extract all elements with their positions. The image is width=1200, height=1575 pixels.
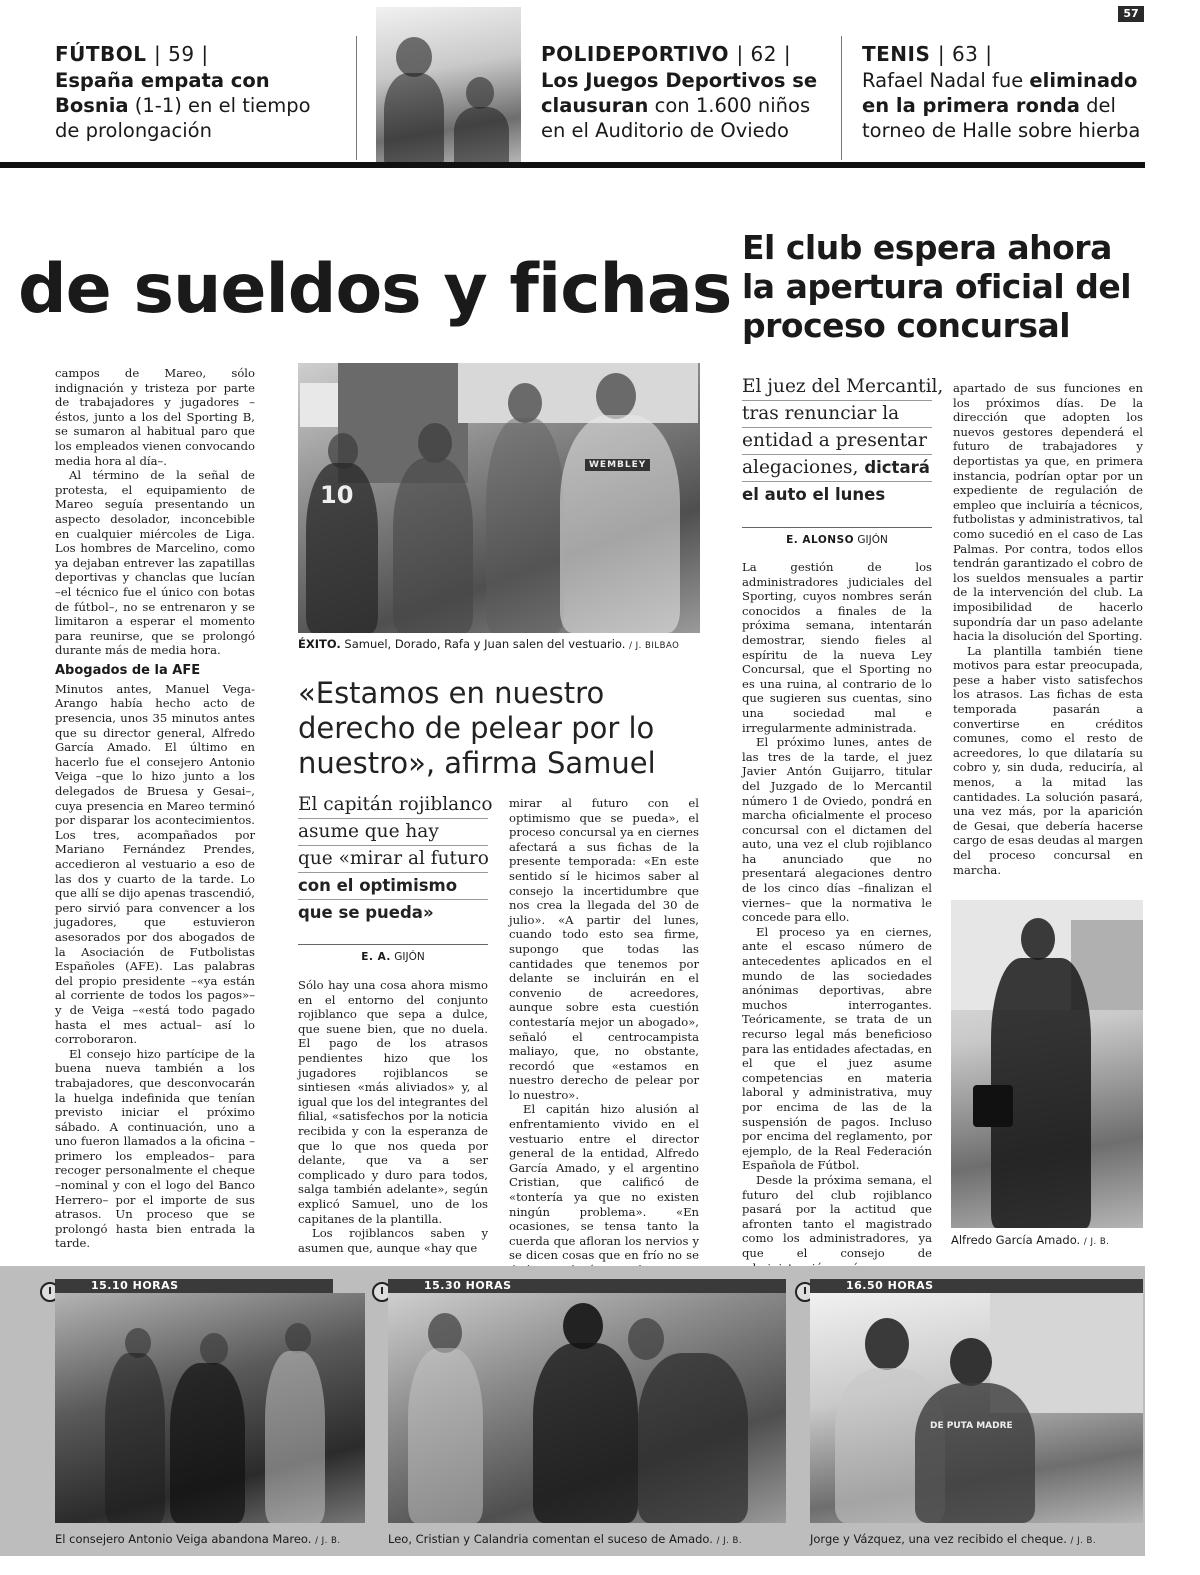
subhead: Abogados de la AFE	[55, 662, 201, 678]
paragraph: Al término de la señal de protesta, el equipamiento de Mareo seguía presentando un aspecto desolador, inconcebible en cualquier miércoles de Liga. Los hombres de Marcelino, como ya dejaban entrever las zapatillas deportivas y chanclas que lucían –el técnico fue el único con botas de fútbol–, no se entrenaron y se limitaron a esperar el momento para reunirse, que se prolongó durante más de media hora.	[55, 468, 255, 658]
shirt-sponsor: WEMBLEY	[585, 459, 650, 471]
photo-caption: ÉXITO. Samuel, Dorado, Rafa y Juan salen del vestuario. / J. BILBAO	[298, 637, 680, 651]
left-column	[55, 366, 255, 1251]
shirt-text: DE PUTA MADRE	[930, 1421, 1013, 1431]
teaser-page: | 62 |	[736, 42, 792, 66]
paragraph: La plantilla también tiene motivos para estar preocupada, pese a haber visto satisfechos los atrasos. Las fichas de esta temporada pasarán a convertirse en créditos comunes, como el resto de acreedores, lo que dilataría su cobro y, sin duda, reduciría, al menos, a la mitad las cantidades. La solución pasará, una vez más, por la aparición de Gesai, que debería hacerse cargo de esas deudas al margen del proceso concursal en marcha.	[953, 643, 1143, 877]
paragraph: apartado de sus funciones en los próximos días. De la dirección que adopten los nuevos gestores dependerá el futuro de trabajadores y deportistas ya que, en primera instancia, podrían optar por un expediente de regulación de empleo que incluiría a técnicos, futbolistas y administrativos, tal como sucedió en el caso de Las Palmas. Por contra, todos ellos tendrán garantizado el cobro de los sueldos mensuales a partir de la intervención del club. La imposibilidad de hacerlo supondría dar un paso adelante hacia la disolución del Sporting.	[953, 381, 1143, 644]
teaser-photo-children	[376, 7, 521, 162]
timeline-caption: Leo, Cristian y Calandria comentan el suceso de Amado. / J. B.	[388, 1532, 743, 1546]
teaser-section: FÚTBOL	[55, 42, 147, 66]
paragraph: Sólo hay una cosa ahora mismo en el entorno del conjunto rojiblanco que sepa a dulce, que suene bien, que no duela. El pago de los atrasos pendientes hizo que los jugadores rojiblancos se sintiesen «más aliviados» y, al igual que los del integrantes del filial, «satisfechos por la noticia recibida y con la esperanza de que lo que nos queda por delante, que va a ser complicado y duro para todos, salga también adelante», según explicó Samuel, uno de los capitanes de la plantilla.	[298, 978, 488, 1226]
timeline-time: 15.10 HORAS	[55, 1279, 333, 1293]
teaser-futbol[interactable]	[55, 42, 345, 143]
center-column-1	[298, 978, 488, 1255]
paragraph: Desde la próxima semana, el futuro del club rojiblanco pasará por la actitud que afronten tanto el magistrado como los administradores, ya que el consejo de	[742, 1172, 932, 1260]
shirt-number: 10	[320, 481, 354, 509]
top-rule	[0, 162, 1145, 168]
side-deck: El juez del Mercantil, tras renunciar la entidad a presentar alegaciones, dictará el auto el lunes	[742, 376, 944, 504]
paragraph: campos de Mareo, sólo indignación y tristeza por parte de trabajadores y jugadores –éstos, junto a los del Sporting B, se sumaron al habitual paro que los empleados vienen convocando media hora al día–.	[55, 366, 255, 468]
paragraph: El próximo lunes, antes de las tres de la tarde, el juez Javier Antón Guijarro, titular del Juzgado de lo Mercantil número 1 de Oviedo, pondrá en marcha oficialmente el proceso concursal con el dictamen del auto, una vez el club rojiblanco ha anunciado que no presentará alegaciones dentro de los cinco días –finalizan el viernes– que la normativa le concede para ello.	[742, 735, 932, 925]
teaser-tenis[interactable]	[862, 42, 1152, 143]
side-headline: El club espera ahora la apertura oficial del proceso concursal	[742, 228, 1132, 345]
paragraph: El proceso ya en ciernes, ante el escaso número de antecedentes aplicados en el mundo de las sociedades anónimas deportivas, abre muchos interrogantes. Teóricamente, se trata de un recurso legal más beneficioso para las entidades afectadas, en el que el juez asume competencias en materia laboral y administrativa, muy por encima de las de la suspensión de pagos. Incluso por encima del reglamento, por ejemplo, de la Real Federación Española de Fútbol.	[742, 924, 932, 1173]
teaser-text: Rafael Nadal fue eliminado en la primera ronda del torneo de Halle sobre hierba	[862, 69, 1141, 142]
photo-players-cheque	[810, 1293, 1143, 1523]
page-number: 57	[1118, 6, 1144, 22]
paragraph: Minutos antes, Manuel Vega-Arango había hecho acto de presencia, unos 35 minutos antes que su director general, Alfredo García Amado. El último en hacerlo fue el consejero Antonio Veiga –que lo hizo junto a los delegados de Bruesa y Gesai–, cuya presencia en Mareo terminó por disparar los acontecimientos. Los tres, acompañados por Mariano Fernández Prendes, accedieron al vestuario a eso de las dos y cuarto de la tarde. Lo que allí se dijo apenas trascendió, pero sirvió para convencer a los jugadores, que estuvieron asesorados por dos abogados de la Asociación de Futbolistas Españoles (AFE). Las palabras del propio presidente –«ya están al corriente de todos los pagos»– y de Veiga –«está todo pagado hasta el mes actual– así lo corroboraron.	[55, 681, 255, 1047]
paragraph: El capitán hizo alusión al enfrentamiento vivido en el vestuario entre el director general de la entidad, Alfredo García Amado, y el argentino Cristian, que calificó de «tontería ya que no existen ningún problema». «En ocasiones, se tensa tanto la cuerda que afloran los nervios y se dicen cosas que en frío no se	[509, 1102, 699, 1263]
timeline-caption: El consejero Antonio Veiga abandona Mareo. / J. B.	[55, 1532, 341, 1546]
side-column-1	[742, 560, 932, 1275]
paragraph: La gestión de los administradores judiciales del Sporting, cuyos nombres serán conocidos a finales de la próxima semana, intentarán demostrar, siendo fieles al espíritu de la nueva Ley Concursal, que el Sporting no es una ruina, al contrario de lo que sugieren sus cuentas, sino una sociedad mal e irregularmente administrada.	[742, 560, 932, 735]
side-photo-caption: Alfredo García Amado. / J. B.	[951, 1233, 1110, 1247]
teaser-polideportivo[interactable]	[541, 42, 831, 143]
divider	[356, 36, 357, 160]
center-column-2	[509, 796, 699, 1278]
teaser-page: | 59 |	[154, 42, 209, 66]
teaser-page: | 63 |	[937, 42, 993, 66]
photo-players-talking	[388, 1293, 786, 1523]
timeline-time: 15.30 HORAS	[388, 1279, 786, 1293]
teaser-text: España empata con Bosnia (1-1) en el tiempo de prolongación	[55, 69, 311, 142]
teaser-text: Los Juegos Deportivos se clausuran con 1.600 niños en el Auditorio de Oviedo	[541, 69, 818, 142]
timeline-caption: Jorge y Vázquez, una vez recibido el cheque. / J. B.	[810, 1532, 1097, 1546]
photo-veiga-leaves	[55, 1293, 365, 1523]
paragraph: Los rojiblancos saben y asumen que, aunque «hay que	[298, 1226, 488, 1255]
center-deck: El capitán rojiblanco asume que hay que «mirar al futuro con el optimismo que se pueda»	[298, 794, 493, 922]
timeline-time: 16.50 HORAS	[810, 1279, 1143, 1293]
center-byline: E. A. GIJÓN	[298, 944, 488, 963]
teaser-section: POLIDEPORTIVO	[541, 42, 729, 66]
side-byline: E. ALONSO GIJÓN	[742, 527, 932, 546]
teaser-section: TENIS	[862, 42, 931, 66]
side-column-2	[953, 381, 1143, 877]
main-headline: de sueldos y fichas	[18, 250, 732, 329]
photo-garcia-amado	[951, 900, 1143, 1228]
divider	[841, 36, 842, 160]
paragraph: mirar al futuro con el optimismo que se pueda», el proceso concursal ya en ciernes afectará a sus fichas de la presente temporada: «En este sentido sí le hicimos saber al consejo la incertidumbre que nos crea la llegada del 30 de julio». «A partir del lunes, cuando todo esto sea firme, supongo que todas las cantidades que tenemos por delante se incluirán en el convenio de acreedores, aunque sobre esta cuestión contestaría mejor un abogado», señaló el centrocampista maliayo, que, no obstante, recordó que «estamos en nuestro derecho de pelear por lo nuestro».	[509, 796, 699, 1102]
paragraph: El consejo hizo partícipe de la buena nueva también a los trabajadores, que desconvocarán la huelga indefinida que tenían previsto iniciar el próximo sábado. A continuación, uno a uno fueron llamados a la oficina –primero los empleados– para recoger personalmente el cheque –nominal y con el logo del Banco Herrero– por el importe de sus atrasos. Un proceso que se prolongó hasta bien entrada la tarde.	[55, 1046, 255, 1251]
photo-players-exit	[298, 363, 700, 633]
center-headline: «Estamos en nuestro derecho de pelear por lo nuestro», afirma Samuel	[298, 676, 656, 780]
